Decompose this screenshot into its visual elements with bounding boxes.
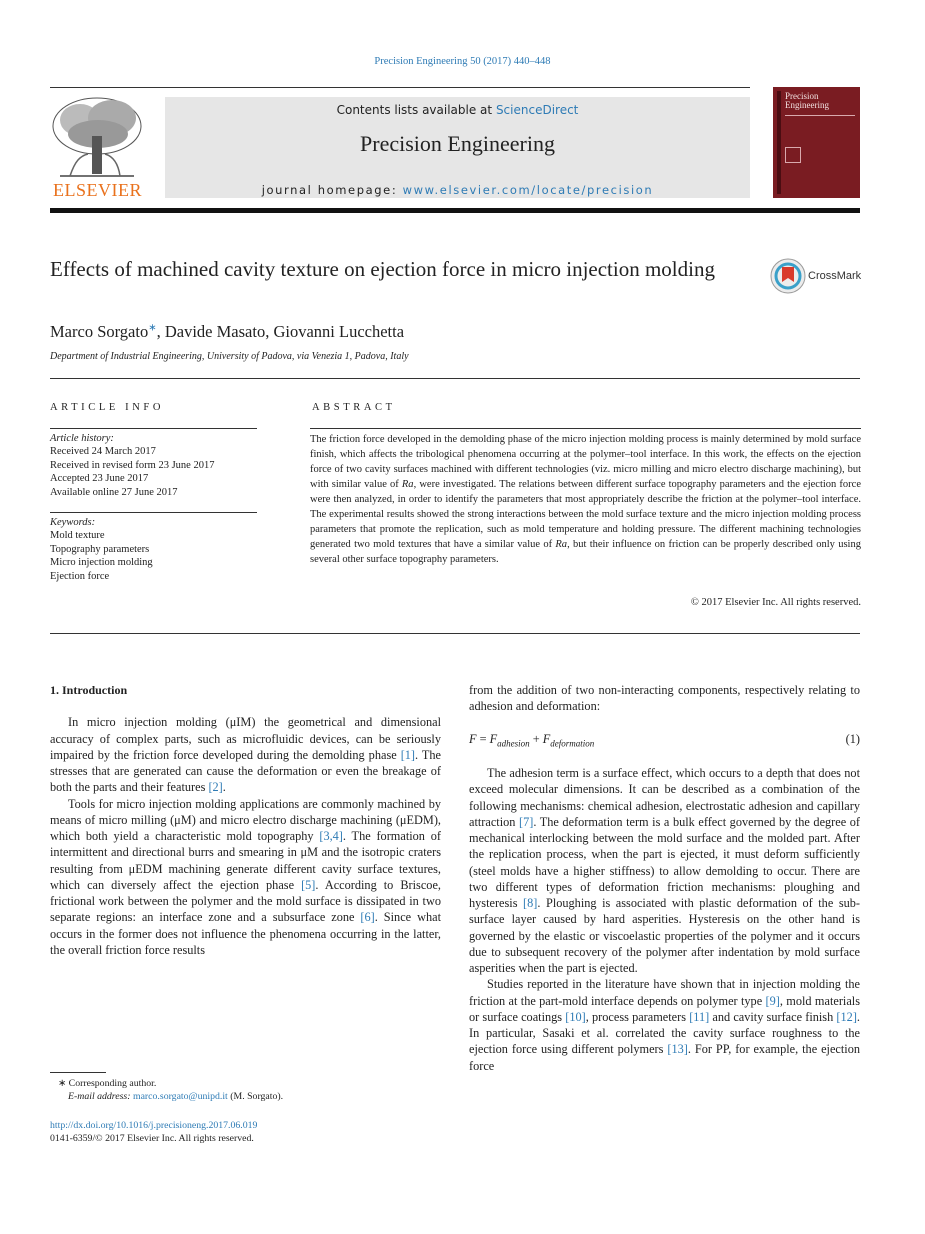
contents-prefix: Contents lists available at [336,103,496,117]
header-rule [50,87,750,88]
footnote-rule [50,1072,106,1073]
eq-symbol: F [489,731,498,746]
citation-link[interactable]: [3,4] [319,829,343,843]
keywords-label: Keywords: [50,517,96,528]
keyword: Micro injection molding [50,557,153,569]
abstract-part: , were investigated. The relations between different surface topography parameters and the ejection force were then analyzed, in order to identify the parameters that most appropriately describe the friction at the polymer–tool interface. The experimental results showed the strong interactions between the mold surface texture and the micro injection molding process parameters that promote the replication, such as mold temperature and holding pressure. The different machining technologies generated two mold textures that have a similar value of [310,479,861,550]
issn-line: 0141-6359/© 2017 Elsevier Inc. All rights reserved. [50,1133,254,1144]
author-separator: , [156,322,165,341]
keyword: Mold texture [50,530,105,542]
abstract-copyright: © 2017 Elsevier Inc. All rights reserved. [690,597,861,608]
author-list [50,322,404,342]
title-rule [50,378,860,379]
text-run: . [222,780,226,795]
abstract-rule [310,428,861,429]
sciencedirect-link[interactable]: ScienceDirect [495,103,579,117]
footnote-text: Corresponding author. [66,1078,157,1089]
citation-link[interactable]: [10] [565,1009,586,1024]
eq-symbol: F [469,731,477,746]
section-heading: 1. Introduction [50,683,128,697]
eq-subscript: deformation [550,737,595,748]
cover-title: Precision Engineering [785,91,829,110]
article-info-heading: ARTICLE INFO [50,402,165,413]
article-info-rule [50,428,257,429]
keyword: Ejection force [50,570,110,582]
abstract-part: The friction force developed in the demolding phase of the micro injection molding process is mainly determined by mold surface finish, which affects the tribological phenomena occurring at the polymer–tool interface. In this work, the effects on the ejection force of two cavity surfaces machined with different technologies (viz. micro milling and micro electro discharge machining), but with similar value of [310,434,861,490]
elsevier-logo[interactable] [50,96,145,200]
left-column [50,682,441,958]
article-history [50,432,257,499]
citation-link[interactable]: [1] [400,747,416,762]
footnote-mark: ∗ [58,1078,67,1089]
email-link[interactable]: marco.sorgato@unipd.it [132,1091,228,1102]
eq-subscript: adhesion [497,737,530,748]
crossmark-icon [770,258,806,294]
text-run: . In particular, Sasaki et al. correlated the cavity surface roughness to the ejection force using different polymers [469,1009,860,1057]
abstract-text [310,432,861,567]
text-run: and cavity surface finish [709,1009,837,1024]
cover-emblem [785,147,801,163]
citation-link[interactable]: [5] [301,877,316,892]
cover-rule [785,115,855,116]
text-run: . The formation of intermittent and directional burrs and smearing in μM and the isotropic craters resulting from μEDM machining generate different cavity surface textures, which can diversely affect the ejection phase [50,829,441,892]
keyword: Topography parameters [50,543,150,555]
author-name[interactable]: Davide Masato [164,322,266,341]
email-footnote [68,1090,283,1103]
history-item: Accepted 23 June 2017 [50,473,149,485]
text-run: . According to Briscoe, frictional work between the polymer and the mold surface is dissipated in two separate regions: an interface zone and a subsurface zone [50,877,441,925]
eq-operator: = [476,731,490,746]
paragraph [50,714,441,795]
text-run: The adhesion term is a surface effect, which occurs to a depth that does not exceed molecular dimensions. It can be described as a combination of the following mechanisms: chemical adhesion, electrostatic adhesion and capillary attraction [469,766,860,829]
history-item: Received in revised form 23 June 2017 [50,459,215,471]
text-run: . Since what occurs in the former does not influence the phenomena occurring in the latter, the overall friction force results [50,910,441,957]
publisher-name: ELSEVIER [53,180,142,200]
header-thick-rule [50,208,860,213]
email-label: E-mail address: [68,1091,133,1102]
author-name[interactable]: Marco Sorgato [50,322,149,341]
text-run: Tools for micro injection molding applications are commonly machined by means of micro milling (μM) and micro electro discharge machining (μEDM), which both yield a characteristic mold topography [50,796,441,843]
text-run: . The deformation term is a bulk effect governed by the degree of mechanical interlocking between the mold surface and the molded part. After the replication process, when the part is ejected, it must deform sufficiently (steel molds have a higher stiffness) to allow demolding to occur. There are two different types of deformation friction mechanisms: ploughing and hysteresis [469,814,860,911]
journal-homepage [165,183,750,197]
text-run: Studies reported in the literature have shown that in injection molding the friction at the part-mold interface depends on polymer type [469,977,860,1008]
homepage-label: journal homepage: [261,183,403,197]
history-item: Available online 27 June 2017 [50,486,178,498]
keywords-block [50,516,257,583]
homepage-link[interactable]: www.elsevier.com/locate/precision [402,183,654,197]
equation [469,731,860,752]
contents-line [165,103,750,117]
history-label: Article history: [50,433,114,444]
right-column [469,682,860,1074]
equation-body [469,731,594,752]
ra-symbol: Ra [401,479,414,490]
crossmark-badge[interactable] [770,258,865,294]
history-item: Received 24 March 2017 [50,446,156,458]
crossmark-label: CrossMark [808,270,862,282]
citation-link[interactable]: [9] [765,993,780,1008]
article-title: Effects of machined cavity texture on ejection force in micro injection molding [50,257,715,281]
abstract-part: , but their influence on friction can be properly described only using several other surface topography parameters. [310,539,861,565]
text-run: , mold materials or surface coatings [469,993,860,1024]
citation-link[interactable]: [12] [836,1009,857,1024]
corresponding-footnote [58,1077,156,1090]
journal-cover[interactable] [773,87,860,198]
journal-name[interactable]: Precision Engineering [360,131,555,156]
citation-link[interactable]: [7] [519,814,534,829]
paragraph [469,976,860,1074]
text-run: , process parameters [585,1009,690,1024]
text-run: In micro injection molding (μIM) the geometrical and dimensional accuracy of complex parts, such as microfluidic devices, can be seriously impaired by the friction force developed during the demolding phase [50,715,441,762]
citation-link[interactable]: [11] [689,1009,710,1024]
text-run: . Ploughing is associated with plastic deformation of the sub-surface layer caused by hard asperities. Hysteresis on the other hand is governed by the elastic or viscoelastic properties of the polymer and it occurs due to subsequent recovery of the polymer after indentation by mold surface asperities when the part is ejected. [469,896,860,976]
ra-symbol: Ra [555,539,568,550]
journal-reference[interactable]: Precision Engineering 50 (2017) 440–448 [374,56,551,67]
paragraph: from the addition of two non-interacting components, respectively relating to adhesion and deformation: [469,683,860,714]
corresponding-author-mark[interactable]: ∗ [148,322,157,334]
paragraph [469,765,860,976]
citation-link[interactable]: [13] [667,1042,688,1057]
abstract-heading: ABSTRACT [312,402,396,413]
text-run: . For PP, for example, the ejection force [469,1042,860,1073]
eq-symbol: F [542,731,551,746]
paragraph [50,796,441,959]
citation-link[interactable]: [2] [208,780,223,795]
doi-link[interactable]: http://dx.doi.org/10.1016/j.precisioneng.2017.06.019 [50,1120,258,1131]
citation-link[interactable]: [8] [523,896,538,911]
author-name[interactable]: Giovanni Lucchetta [273,322,405,341]
equation-number: (1) [845,731,860,746]
author-separator: , [265,322,274,341]
cover-spine [777,91,781,194]
text-run: . The stresses that are generated can cause the deformation or even the breakage of both the parts and their features [50,747,441,795]
email-owner: (M. Sorgato). [227,1091,284,1102]
citation-link[interactable]: [6] [360,910,375,925]
affiliation: Department of Industrial Engineering, University of Padova, via Venezia 1, Padova, Italy [50,351,409,362]
eq-operator: + [529,731,543,746]
keywords-rule [50,512,257,513]
journal-banner [165,97,750,198]
abstract-bottom-rule [50,633,860,634]
